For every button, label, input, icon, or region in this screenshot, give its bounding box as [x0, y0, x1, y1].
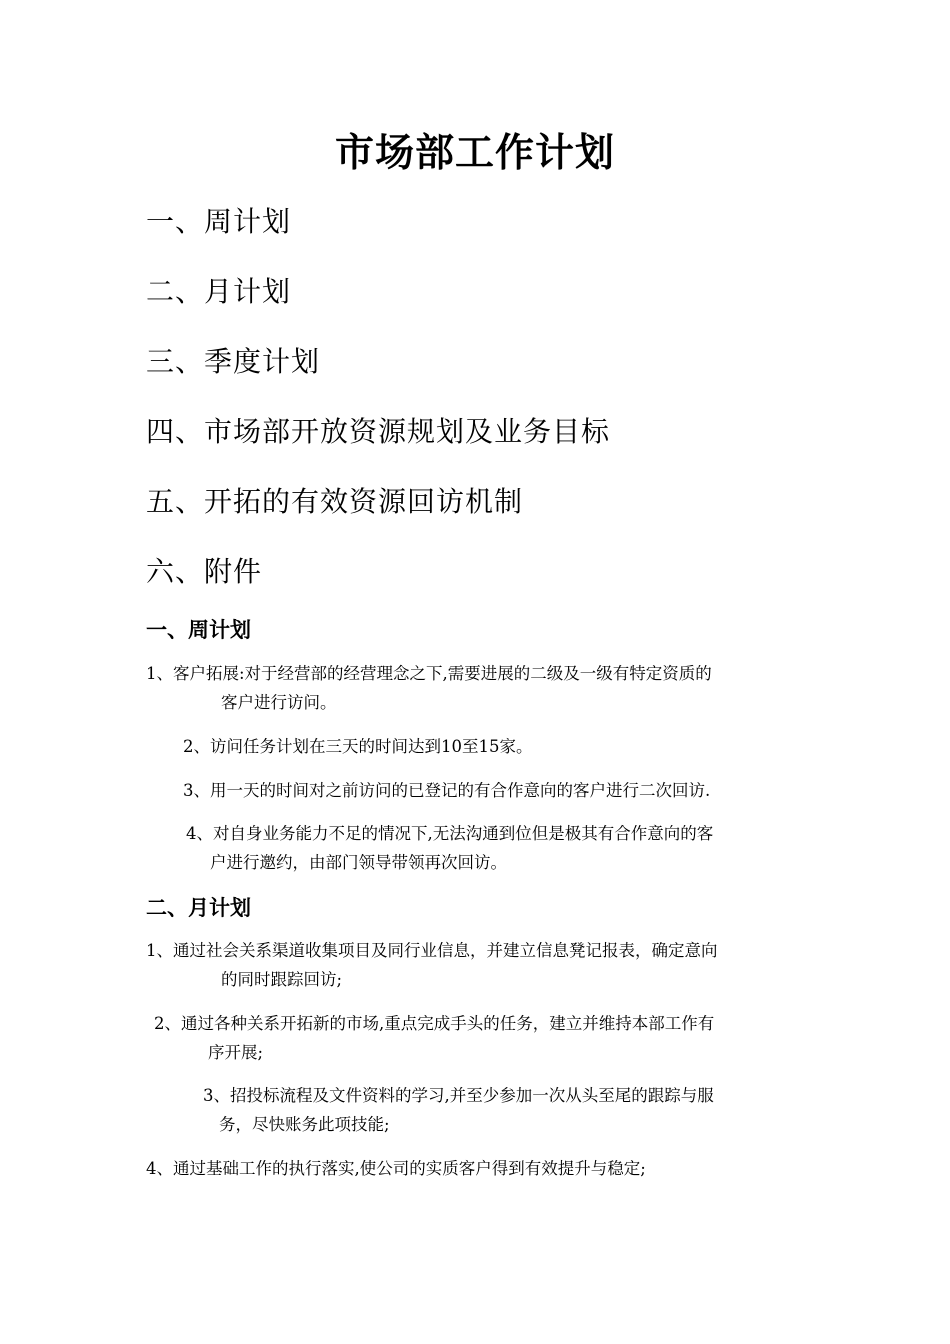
section-heading-weekly: 一、周计划 [146, 618, 251, 642]
list-item-text: 4、通过基础工作的执行落实,使公司的实质客户得到有效提升与稳定; [146, 1159, 646, 1178]
list-item [146, 659, 712, 717]
list-item-continuation: 户进行邀约，由部门领导带领再次回访。 [210, 853, 507, 872]
list-item-continuation: 务，尽快账务此项技能; [219, 1115, 390, 1134]
list-item-continuation: 的同时跟踪回访; [221, 970, 343, 989]
list-item [154, 1009, 714, 1067]
list-item [146, 936, 718, 994]
list-item [183, 732, 533, 761]
list-item-text: 3、用一天的时间对之前访问的已登记的有合作意向的客户进行二次回访. [183, 781, 711, 800]
toc-item: 二、月计划 [146, 275, 292, 308]
list-item-text: 4、对自身业务能力不足的情况下,无法沟通到位但是极其有合作意向的客 [186, 824, 714, 843]
section-heading-monthly: 二、月计划 [146, 896, 251, 920]
toc-item: 五、开拓的有效资源回访机制 [146, 485, 524, 518]
list-item-text: 1、客户拓展:对于经营部的经营理念之下,需要进展的二级及一级有特定资质的 [146, 664, 712, 683]
toc-item: 一、周计划 [146, 205, 292, 238]
list-item [203, 1081, 714, 1139]
list-item-text: 2、通过各种关系开拓新的市场,重点完成手头的任务，建立并维持本部工作有 [154, 1014, 715, 1033]
list-item-text: 1、通过社会关系渠道收集项目及同行业信息，并建立信息凳记报表，确定意向 [146, 941, 718, 960]
list-item-text: 2、访问任务计划在三天的时间达到10至15家。 [183, 737, 533, 756]
list-item-continuation: 客户进行访问。 [221, 693, 337, 712]
toc-item: 四、市场部开放资源规划及业务目标 [146, 415, 611, 448]
list-item-text: 3、招投标流程及文件资料的学习,并至少参加一次从头至尾的跟踪与服 [203, 1086, 714, 1105]
list-item [183, 776, 710, 805]
list-item [146, 1154, 646, 1183]
toc-item: 六、附件 [146, 555, 263, 588]
list-item-continuation: 序开展; [208, 1043, 264, 1062]
document-title: 市场部工作计划 [334, 131, 615, 176]
list-item [186, 819, 713, 877]
toc-item: 三、季度计划 [146, 345, 321, 378]
